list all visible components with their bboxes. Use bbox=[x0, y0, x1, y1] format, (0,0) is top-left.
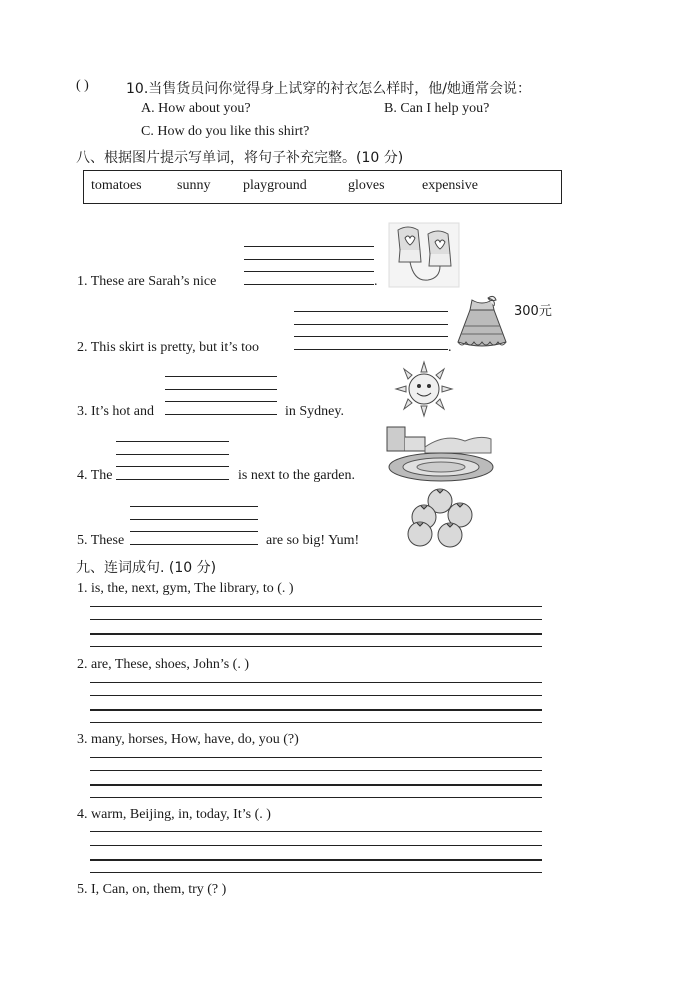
writing-line[interactable] bbox=[90, 722, 542, 723]
sentence-end: . bbox=[374, 274, 378, 289]
writing-line[interactable] bbox=[90, 859, 542, 861]
writing-line[interactable] bbox=[90, 757, 542, 758]
writing-line[interactable] bbox=[90, 784, 542, 786]
option-c: C. How do you like this shirt? bbox=[141, 124, 310, 139]
sentence-text: 2. This skirt is pretty, but it’s too bbox=[77, 340, 260, 355]
writing-line[interactable] bbox=[90, 770, 542, 771]
writing-line bbox=[116, 441, 229, 442]
writing-line bbox=[165, 376, 277, 377]
writing-line[interactable] bbox=[90, 646, 542, 647]
tomatoes-picture bbox=[404, 487, 478, 549]
writing-line[interactable] bbox=[90, 845, 542, 846]
word-bank-item: playground bbox=[243, 178, 307, 193]
writing-line[interactable] bbox=[90, 872, 542, 873]
writing-line bbox=[116, 454, 229, 455]
word-bank-item: expensive bbox=[422, 178, 478, 193]
word-bank-item: sunny bbox=[177, 178, 211, 193]
writing-line bbox=[294, 336, 448, 337]
writing-line[interactable] bbox=[90, 709, 542, 711]
writing-line bbox=[244, 271, 374, 272]
writing-line[interactable] bbox=[90, 797, 542, 798]
skirt-picture bbox=[452, 294, 512, 352]
word-list: 3. many, horses, How, have, do, you (?) bbox=[77, 732, 299, 747]
sentence-end: in Sydney. bbox=[285, 404, 344, 419]
writing-line bbox=[165, 389, 277, 390]
sun-picture bbox=[396, 362, 452, 416]
writing-line bbox=[130, 531, 258, 532]
word-list: 2. are, These, shoes, John’s (. ) bbox=[77, 657, 249, 672]
word-list: 1. is, the, next, gym, The library, to (. ) bbox=[77, 581, 294, 596]
word-list: 5. I, Can, on, them, try (? ) bbox=[77, 882, 227, 897]
writing-line[interactable] bbox=[90, 619, 542, 620]
writing-line[interactable] bbox=[90, 695, 542, 696]
writing-line bbox=[294, 311, 448, 312]
sentence-text: 4. The bbox=[77, 468, 113, 483]
writing-line[interactable] bbox=[90, 831, 542, 832]
word-bank-item: tomatoes bbox=[91, 178, 142, 193]
question-stem: 10.当售货员问你觉得身上试穿的衬衣怎么样时，他/她通常会说： bbox=[126, 81, 531, 97]
answer-blank[interactable] bbox=[294, 349, 448, 350]
answer-blank[interactable] bbox=[165, 414, 277, 415]
word-list: 4. warm, Beijing, in, today, It’s (. ) bbox=[77, 807, 271, 822]
sentence-end: . bbox=[448, 340, 452, 355]
writing-line bbox=[130, 519, 258, 520]
section-9-title: 九、连词成句. (10 分) bbox=[76, 560, 217, 576]
writing-line[interactable] bbox=[90, 682, 542, 683]
sentence-text: 3. It’s hot and bbox=[77, 404, 154, 419]
section-8-title: 八、根据图片提示写单词，将句子补充完整。(10 分) bbox=[76, 150, 404, 166]
option-a: A. How about you? bbox=[141, 101, 251, 116]
price-tag: 300元 bbox=[514, 304, 552, 319]
writing-line bbox=[244, 259, 374, 260]
writing-line bbox=[165, 401, 277, 402]
answer-parentheses[interactable]: ( ) bbox=[76, 78, 89, 93]
sentence-text: 1. These are Sarah’s nice bbox=[77, 274, 217, 289]
answer-blank[interactable] bbox=[130, 544, 258, 545]
sentence-end: are so big! Yum! bbox=[266, 533, 360, 548]
writing-line bbox=[130, 506, 258, 507]
sentence-end: is next to the garden. bbox=[238, 468, 356, 483]
writing-line bbox=[116, 466, 229, 467]
word-bank-item: gloves bbox=[348, 178, 385, 193]
writing-line bbox=[294, 324, 448, 325]
writing-line[interactable] bbox=[90, 606, 542, 607]
word-bank bbox=[83, 170, 562, 204]
answer-blank[interactable] bbox=[116, 479, 229, 480]
writing-line[interactable] bbox=[90, 633, 542, 635]
answer-blank[interactable] bbox=[244, 284, 374, 285]
option-b: B. Can I help you? bbox=[384, 101, 490, 116]
writing-line bbox=[244, 246, 374, 247]
sentence-text: 5. These bbox=[77, 533, 125, 548]
playground-picture bbox=[385, 423, 491, 485]
gloves-picture bbox=[388, 222, 460, 288]
